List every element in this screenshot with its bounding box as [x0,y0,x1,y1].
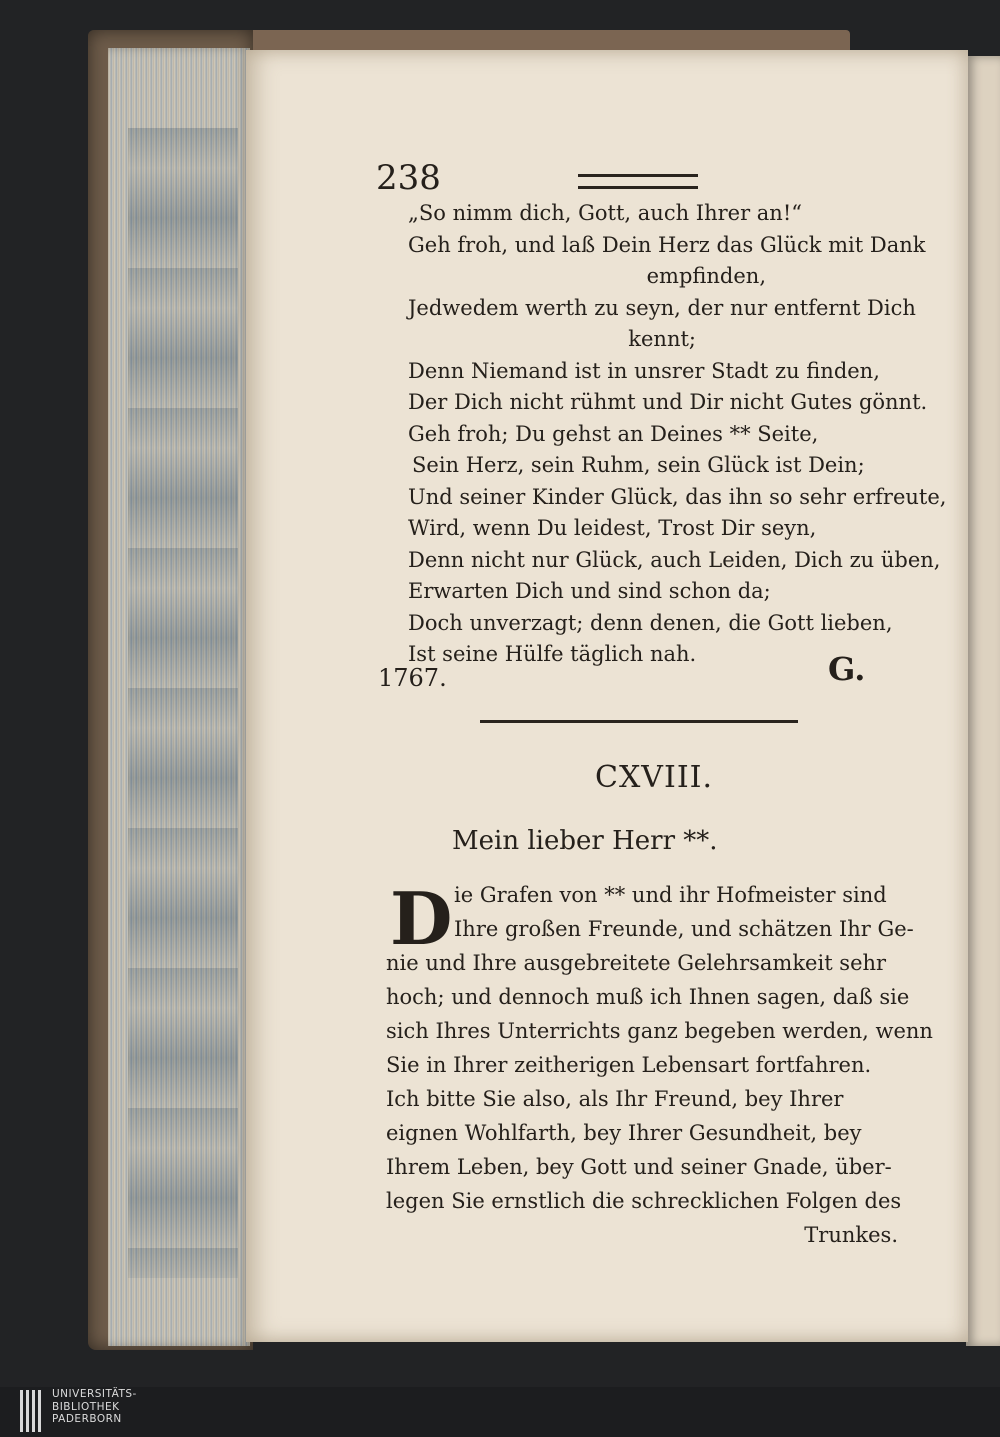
footer-bar [0,1387,1000,1437]
poem-line: Ist seine Hülfe täglich nah. [408,642,697,666]
body-line: Sie in Ihrer zeitherigen Lebensart fortfahren. [386,1053,872,1077]
poem-line: Jedwedem werth zu seyn, der nur entfernt Dich [408,295,916,320]
poem-line-continuation: empfinden, [646,264,766,288]
poem-line: Doch unverzagt; denn denen, die Gott lieben, [408,610,893,635]
drop-cap: D [390,876,453,961]
page-number: 238 [376,158,441,198]
body-line: Ihre großen Freunde, und schätzen Ihr Ge- [454,917,914,941]
poem-line: Geh froh; Du gehst an Deines ** Seite, [408,421,819,446]
library-logo-line: PADERBORN [52,1413,122,1425]
poem-signature: G. [828,650,866,688]
body-line: ie Grafen von ** und ihr Hofmeister sind [454,883,887,907]
poem-line: Erwarten Dich und sind schon da; [408,579,771,603]
poem-line: Und seiner Kinder Glück, das ihn so sehr erfreute, [408,484,947,509]
body-line: hoch; und dennoch muß ich Ihnen sagen, daß sie [386,985,910,1009]
section-divider [480,720,798,723]
body-line: eignen Wohlfarth, bey Ihrer Gesundheit, bey [386,1121,862,1145]
poem-line: Geh froh, und laß Dein Herz das Glück mit Dank [408,232,926,257]
letter-salutation: Mein lieber Herr **. [452,826,718,856]
body-line-catchword: Trunkes. [804,1223,898,1247]
body-line: Ihrem Leben, bey Gott und seiner Gnade, über- [386,1155,892,1179]
poem-year: 1767. [378,664,447,692]
library-logo-icon [20,1390,46,1432]
chapter-number: CXVIII. [595,760,714,795]
body-line: legen Sie ernstlich die schrecklichen Folgen des [386,1189,902,1213]
poem [408,198,947,671]
body-line: sich Ihres Unterrichts ganz begeben werden, wenn [386,1019,933,1043]
page-edges [108,48,250,1346]
library-logo-line: UNIVERSITÄTS- [52,1388,137,1400]
library-logo-line: BIBLIOTHEK [52,1400,120,1413]
poem-line: Denn nicht nur Glück, auch Leiden, Dich zu üben, [408,547,941,572]
body-line: Ich bitte Sie also, als Ihr Freund, bey Ihrer [386,1087,844,1111]
facing-page-edge [966,56,1000,1346]
poem-line: Der Dich nicht rühmt und Dir nicht Gutes gönnt. [408,390,928,414]
library-logo-text [52,1388,137,1426]
poem-line: Sein Herz, sein Ruhm, sein Glück ist Dein; [412,453,865,477]
poem-line: „So nimm dich, Gott, auch Ihrer an!“ [408,201,802,225]
poem-line: Denn Niemand ist in unsrer Stadt zu finden, [408,358,880,383]
letter-body [386,878,933,1252]
header-double-rule [578,174,698,189]
poem-line: Wird, wenn Du leidest, Trost Dir seyn, [408,516,817,540]
poem-line-continuation: kennt; [628,327,696,351]
body-line: nie und Ihre ausgebreitete Gelehrsamkeit sehr [386,951,887,975]
